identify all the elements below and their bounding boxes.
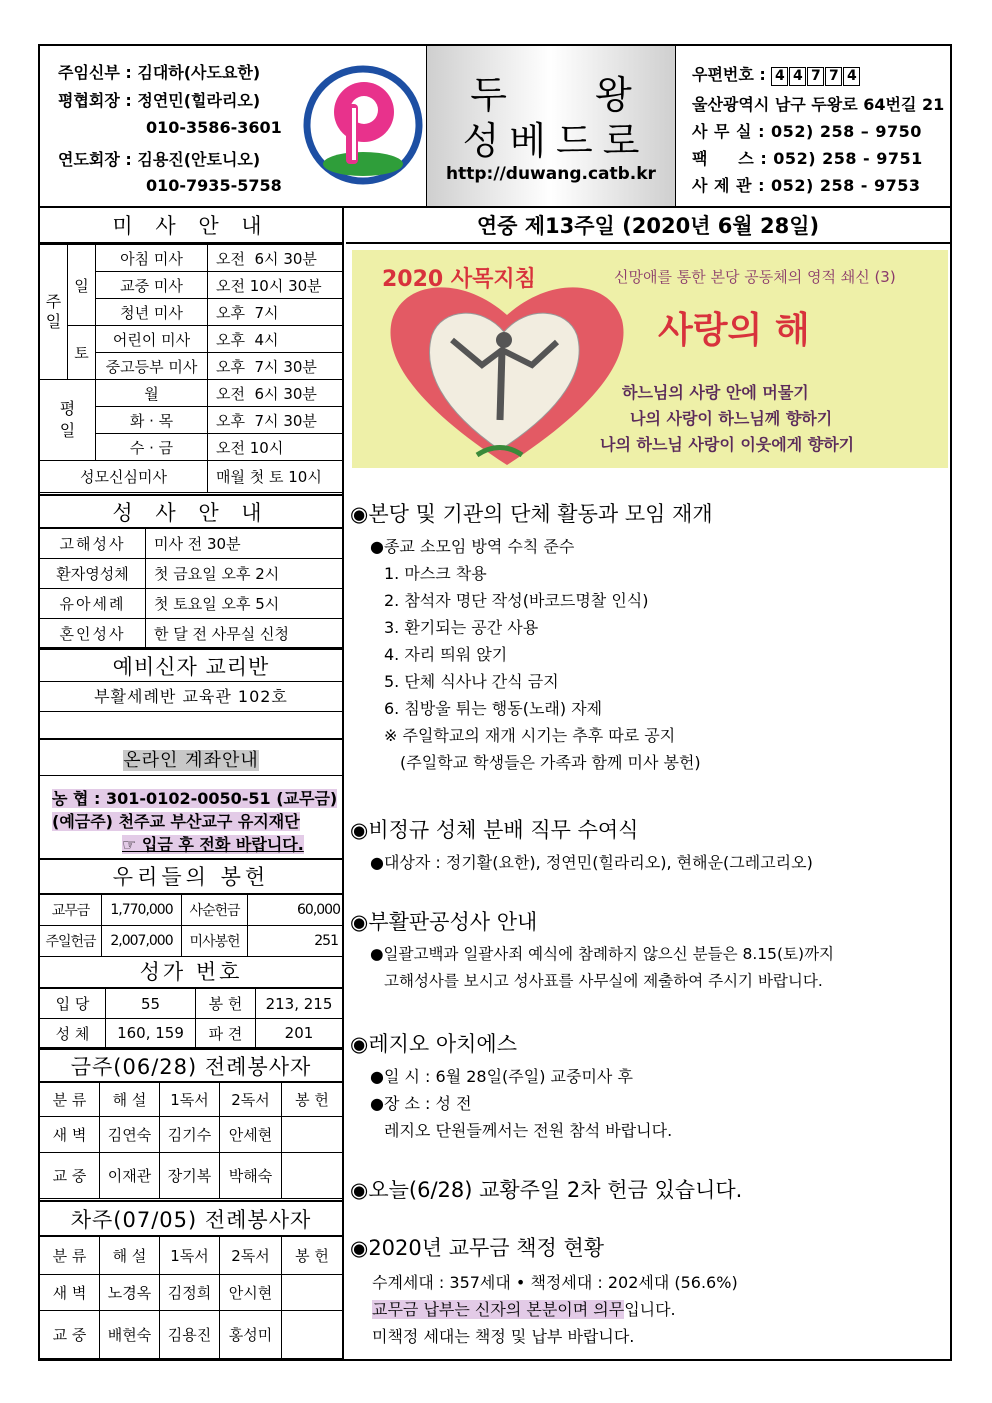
notice-title: ◉부활판공성사 안내	[350, 910, 538, 934]
mass-name: 어린이 미사	[96, 326, 208, 353]
hymn-number: 55	[106, 989, 196, 1019]
notice-bullet: ●일괄고백과 일괄사죄 예식에 참례하지 않으신 분들은 8.15(토)까지	[370, 945, 835, 963]
legion-phone: 010-7935-5758	[146, 176, 282, 195]
server-cell: 김정희	[160, 1275, 220, 1311]
offering-amount: 2,007,000	[102, 926, 182, 957]
online-account-box	[40, 776, 342, 860]
server-cell: 안세현	[220, 1117, 282, 1153]
council-phone: 010-3586-3601	[146, 118, 282, 137]
mass-name: 중고등부 미사	[96, 353, 208, 380]
rectory-phone: 사 제 관 : 052) 258 - 9753	[692, 176, 921, 195]
banner-right-title: 신망애를 통한 본당 공동체의 영적 쇄신 (3)	[614, 268, 896, 286]
servers-next-week-title: 차주(07/05) 전례봉사자	[40, 1200, 342, 1236]
notice-bullet: ●대상자 : 정기활(요한), 정연민(힐라리오), 현해운(그레고리오)	[370, 853, 813, 872]
notice-text: 레지오 단원들께서는 전원 참석 바랍니다.	[384, 1121, 673, 1140]
devotion-mass-name: 성모신심미사	[40, 461, 208, 493]
sat-label: 토	[68, 326, 96, 380]
mass-name: 청년 미사	[96, 299, 208, 326]
server-cell	[282, 1311, 343, 1359]
council-president: 평협회장 : 정연민(힐라리오)	[58, 91, 261, 110]
server-cell: 배현숙	[100, 1311, 160, 1359]
banner-line1: 하느님의 사랑 안에 머물기	[622, 383, 809, 402]
hymns-title: 성가 번호	[40, 956, 342, 988]
office-phone: 사 무 실 : 052) 258 – 9750	[692, 122, 922, 141]
hymn-number: 201	[256, 1019, 343, 1048]
mass-time: 오후 7시 30분	[208, 353, 343, 380]
offering-label: 사순헌금	[182, 895, 248, 926]
notice-text: 수계세대 : 357세대 • 책정세대 : 202세대 (56.6%)	[372, 1273, 738, 1292]
server-cell: 김기수	[160, 1117, 220, 1153]
hymn-label: 성 체	[40, 1019, 106, 1048]
fax-number: 팩 스 : 052) 258 - 9751	[692, 149, 923, 168]
offering-amount: 60,000	[248, 895, 343, 926]
notice-title: ◉비정규 성체 분배 직무 수여식	[350, 818, 639, 842]
sun-label: 일	[68, 245, 96, 326]
sunday-label: 주일	[40, 245, 68, 380]
banner-line3: 나의 하느님 사랑이 이웃에게 향하기	[600, 435, 855, 454]
server-cell	[282, 1275, 343, 1311]
mass-time: 오전 10시 30분	[208, 272, 343, 299]
pastor: 주임신부 : 김대하(사도요한)	[58, 63, 261, 82]
server-col-header: 1독서	[160, 1083, 220, 1117]
sacrament-name: 환자영성체	[40, 559, 146, 589]
server-col-header: 분 류	[40, 1237, 100, 1275]
notice-item: 5. 단체 식사나 간식 금지	[384, 672, 559, 691]
server-col-header: 2독서	[220, 1237, 282, 1275]
sacrament-time: 미사 전 30분	[146, 529, 343, 559]
server-cell: 안시현	[220, 1275, 282, 1311]
banner-left-title: 2020 사목지침	[382, 267, 536, 292]
parish-logo-icon	[302, 64, 424, 186]
notice-item: 6. 침방울 튀는 행동(노래) 자제	[384, 699, 603, 718]
notice-bullet: ●일 시 : 6월 28일(주일) 교중미사 후	[370, 1067, 633, 1086]
title-box	[426, 46, 676, 206]
server-cell: 노경옥	[100, 1275, 160, 1311]
legion-president: 연도회장 : 김용진(안토니오)	[58, 150, 261, 169]
server-cell: 교 중	[40, 1311, 100, 1359]
offering-amount: 251	[248, 926, 343, 957]
mass-time: 오후 4시	[208, 326, 343, 353]
mass-time: 오후 7시 30분	[208, 407, 343, 434]
servers-this-week-title: 금주(06/28) 전례봉사자	[40, 1048, 342, 1082]
notice-title: ◉본당 및 기관의 단체 활동과 모임 재개	[350, 502, 713, 526]
server-cell: 홍성미	[220, 1311, 282, 1359]
offering-title: 우리들의 봉헌	[40, 860, 342, 894]
notice-item: ※ 주일학교의 재개 시기는 추후 따로 공지	[384, 726, 676, 745]
catechumen-title: 예비신자 교리반	[40, 648, 342, 682]
mass-name: 화 · 목	[96, 407, 208, 434]
notice-text: 교무금 납부는 신자의 본분이며 의무입니다.	[372, 1300, 676, 1319]
header	[40, 46, 950, 208]
offering-label: 교무금	[40, 895, 102, 926]
offering-label: 주일헌금	[40, 926, 102, 957]
pastoral-banner	[352, 250, 948, 468]
hymn-label: 입 당	[40, 989, 106, 1019]
notice-item: (주일학교 학생들은 가족과 함께 미사 봉헌)	[400, 753, 701, 772]
server-cell	[282, 1117, 343, 1153]
mass-time: 오전 10시	[208, 434, 343, 461]
notice-item: 2. 참석자 명단 작성(바코드명찰 인식)	[384, 591, 649, 610]
sacrament-time: 한 달 전 사무실 신청	[146, 619, 343, 648]
mass-time: 오후 7시	[208, 299, 343, 326]
deposit-note: ☞ 입금 후 전화 바랍니다.	[122, 835, 304, 854]
banner-big-title: 사랑의 해	[658, 310, 810, 351]
mass-name: 수 · 금	[96, 434, 208, 461]
notice-item: 4. 자리 띄워 앉기	[384, 645, 508, 664]
server-cell: 새 벽	[40, 1275, 100, 1311]
mass-name: 교중 미사	[96, 272, 208, 299]
banner-line2: 나의 사랑이 하느님께 향하기	[630, 409, 833, 428]
account-holder: (예금주) 천주교 부산교구 유지재단	[52, 812, 300, 831]
heart-illustration	[382, 270, 632, 468]
weekday-label: 평일	[40, 380, 96, 461]
bulletin-page	[38, 44, 952, 1361]
hymn-number: 213, 215	[256, 989, 343, 1019]
notice-title: ◉레지오 아치에스	[350, 1032, 518, 1056]
notice-title: ◉오늘(6/28) 교황주일 2차 헌금 있습니다.	[350, 1178, 743, 1202]
sacraments-title: 성 사 안 내	[40, 494, 342, 528]
mass-time: 오전 6시 30분	[208, 380, 343, 407]
server-col-header: 해 설	[100, 1083, 160, 1117]
address: 울산광역시 남구 두왕로 64번길 21	[692, 95, 945, 114]
dues-duty-highlight: 교무금 납부는 신자의 본분이며 의무	[372, 1300, 625, 1319]
server-cell	[282, 1153, 343, 1199]
title-line1: 두 왕	[470, 73, 670, 117]
offering-table	[39, 894, 343, 957]
notice-title: ◉2020년 교무금 책정 현황	[350, 1236, 605, 1260]
server-col-header: 봉 헌	[282, 1083, 343, 1117]
sacrament-time: 첫 토요일 오후 5시	[146, 589, 343, 619]
offering-amount: 1,770,000	[102, 895, 182, 926]
server-cell: 교 중	[40, 1153, 100, 1199]
title-line2: 성베드로	[462, 119, 650, 163]
server-col-header: 분 류	[40, 1083, 100, 1117]
server-col-header: 2독서	[220, 1083, 282, 1117]
mass-name: 아침 미사	[96, 245, 208, 272]
server-cell: 장기복	[160, 1153, 220, 1199]
mass-name: 월	[96, 380, 208, 407]
notice-text: 고해성사를 보시고 성사표를 사무실에 제출하여 주시기 바랍니다.	[384, 972, 823, 990]
devotion-mass-time: 매월 첫 토 10시	[208, 461, 343, 493]
sacraments-table	[39, 528, 343, 648]
sacrament-name: 유아세례	[40, 589, 146, 619]
mass-time: 오전 6시 30분	[208, 245, 343, 272]
notice-bullet: ●장 소 : 성 전	[370, 1094, 472, 1113]
servers-next-week-table	[39, 1236, 343, 1359]
server-cell: 김연숙	[100, 1117, 160, 1153]
account-number: 농 협 : 301-0102-0050-51 (교무금)	[52, 789, 338, 808]
mass-schedule-table	[39, 244, 343, 493]
hymn-label: 파 견	[196, 1019, 256, 1048]
notice-bullet: ●종교 소모임 방역 수칙 준수	[370, 537, 575, 556]
notice-item: 3. 환기되는 공간 사용	[384, 618, 539, 637]
hymn-number: 160, 159	[106, 1019, 196, 1048]
servers-this-week-table	[39, 1082, 343, 1199]
server-cell: 박해숙	[220, 1153, 282, 1199]
sacrament-time: 첫 금요일 오후 2시	[146, 559, 343, 589]
server-col-header: 해 설	[100, 1237, 160, 1275]
server-cell: 이재관	[100, 1153, 160, 1199]
sunday-date-title: 연중 제13주일 (2020년 6월 28일)	[346, 208, 950, 244]
online-title: 온라인 계좌안내	[123, 750, 259, 771]
hymns-table	[39, 988, 343, 1048]
notice-text: 미책정 세대는 책정 및 납부 바랍니다.	[372, 1327, 635, 1346]
left-column	[40, 208, 344, 1361]
sacrament-name: 고해성사	[40, 529, 146, 559]
zip-code: 우편번호 : 4 4 7 7 4	[692, 62, 861, 86]
server-cell: 김용진	[160, 1311, 220, 1359]
catechumen-class: 부활세례반 교육관 102호	[40, 682, 342, 712]
notice-item: 1. 마스크 착용	[384, 564, 487, 583]
mass-title: 미 사 안 내	[40, 208, 342, 244]
sacrament-name: 혼인성사	[40, 619, 146, 648]
server-col-header: 1독서	[160, 1237, 220, 1275]
parish-url[interactable]: http://duwang.catb.kr	[446, 164, 656, 184]
online-title-row	[40, 738, 342, 776]
hymn-label: 봉 헌	[196, 989, 256, 1019]
server-cell: 새 벽	[40, 1117, 100, 1153]
server-col-header: 봉 헌	[282, 1237, 343, 1275]
offering-label: 미사봉헌	[182, 926, 248, 957]
